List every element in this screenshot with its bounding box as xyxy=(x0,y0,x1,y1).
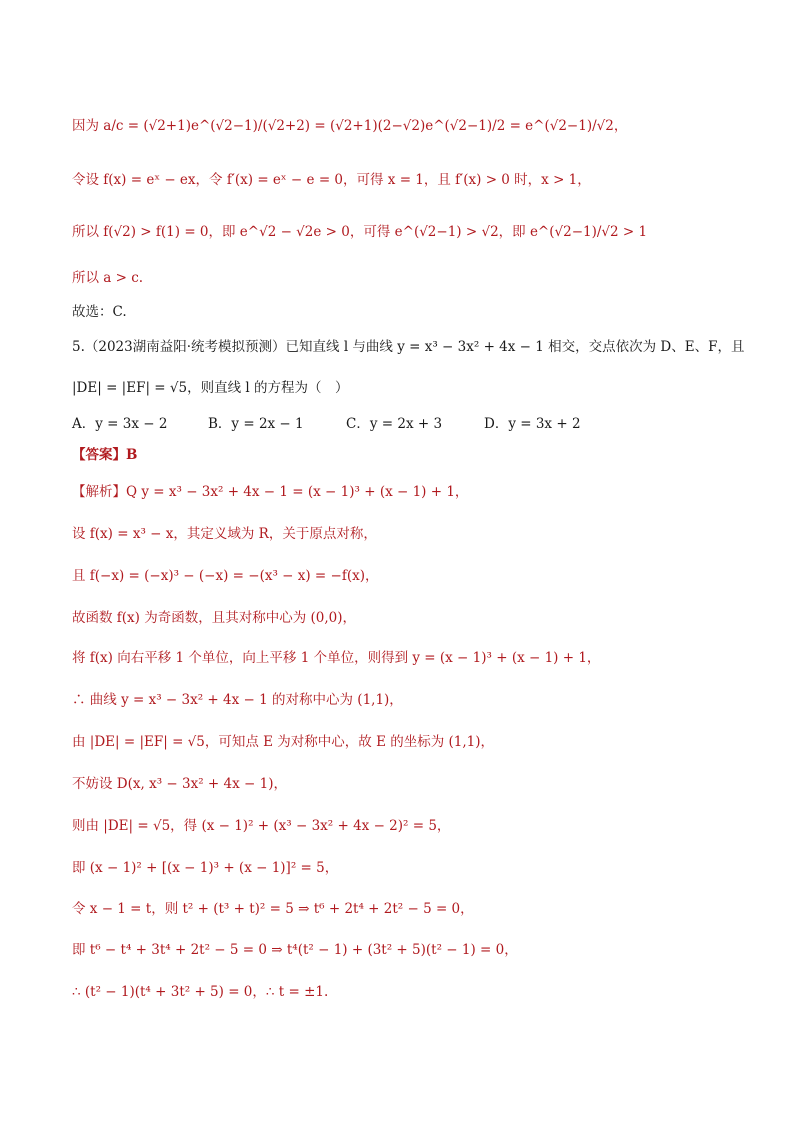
analysis-line-6: ∴ 曲线 y = x³ − 3x² + 4x − 1 的对称中心为 (1,1)， xyxy=(72,692,403,708)
analysis-line-4: 故函数 f(x) 为奇函数，且其对称中心为 (0,0)， xyxy=(72,610,357,626)
analysis-line-11: 令 x − 1 = t，则 t² + (t³ + t)² = 5 ⇒ t⁶ + 2t⁴ + 2t² − 5 = 0， xyxy=(72,901,474,917)
solution-line-compare: 所以 f(√2) > f(1) = 0，即 e^√2 − √2e > 0，可得 e^(√2−1) > √2，即 e^(√2−1)/√2 > 1 xyxy=(72,224,648,240)
answer-choice-line: 故选：C. xyxy=(72,304,127,320)
analysis-line-5: 将 f(x) 向右平移 1 个单位，向上平移 1 个单位，则得到 y = (x − 1)³ + (x − 1) + 1， xyxy=(72,650,601,666)
analysis-line-3: 且 f(−x) = (−x)³ − (−x) = −(x³ − x) = −f(x)， xyxy=(72,568,379,584)
solution-line-ratio: 因为 a/c = (√2+1)e^(√2−1)/(√2+2) = (√2+1)(2−√2)e^(√2−1)/2 = e^(√2−1)/√2， xyxy=(72,118,628,134)
analysis-line-2: 设 f(x) = x³ − x，其定义域为 R，关于原点对称， xyxy=(72,526,377,542)
question-5-stem-cont: |DE| = |EF| = √5，则直线 l 的方程为（ ） xyxy=(72,380,349,396)
analysis-line-13: ∴ (t² − 1)(t⁴ + 3t² + 5) = 0，∴ t = ±1. xyxy=(72,984,329,1000)
choice-a: A．y = 3x − 2 xyxy=(72,416,168,432)
solution-conclusion: 所以 a > c. xyxy=(72,270,144,286)
answer-tag: 【答案】B xyxy=(72,447,138,463)
choice-d: D．y = 3x + 2 xyxy=(484,416,581,432)
analysis-line-7: 由 |DE| = |EF| = √5，可知点 E 为对称中心，故 E 的坐标为 (1,1)， xyxy=(72,734,495,750)
question-5-stem: 5.（2023湖南益阳·统考模拟预测）已知直线 l 与曲线 y = x³ − 3x² + 4x − 1 相交，交点依次为 D、E、F，且 xyxy=(72,339,745,355)
analysis-line-9: 则由 |DE| = √5，得 (x − 1)² + (x³ − 3x² + 4x − 2)² = 5， xyxy=(72,818,451,834)
solution-line-define-f: 令设 f(x) = eˣ − ex，令 f′(x) = eˣ − e = 0，可得 x = 1，且 f′(x) > 0 时，x > 1， xyxy=(72,172,591,188)
analysis-line-1: 【解析】Q y = x³ − 3x² + 4x − 1 = (x − 1)³ + (x − 1) + 1， xyxy=(72,484,469,500)
analysis-line-10: 即 (x − 1)² + [(x − 1)³ + (x − 1)]² = 5， xyxy=(72,860,339,876)
analysis-line-8: 不妨设 D(x, x³ − 3x² + 4x − 1)， xyxy=(72,776,287,792)
choice-b: B．y = 2x − 1 xyxy=(208,416,304,432)
analysis-line-12: 即 t⁶ − t⁴ + 3t⁴ + 2t² − 5 = 0 ⇒ t⁴(t² − 1) + (3t² + 5)(t² − 1) = 0， xyxy=(72,942,518,958)
choice-c: C．y = 2x + 3 xyxy=(346,416,443,432)
